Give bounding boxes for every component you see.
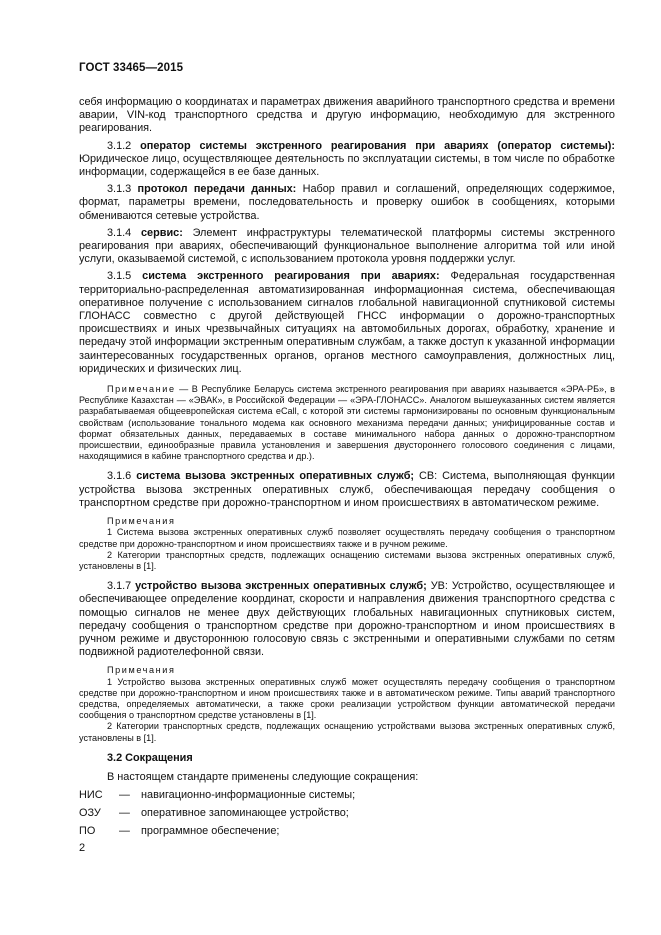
term-3-1-6 bbox=[79, 470, 615, 510]
abbreviation-term: ОЗУ bbox=[79, 807, 101, 820]
abbreviation-item bbox=[79, 806, 615, 820]
term-number: 3.1.3 bbox=[107, 183, 132, 196]
term-definition: УВ: Устройство, осуществляющее и обеспечивающее определение координат, скорости и направления движения транспортного средства с помощью сигналов не менее двух действующих глобальных навигационных спутниковых систем, передачу сообщения о транспортном средстве при дорожно-транспортном и ином происшествиях в ручном режиме и двустороннюю голосовую связь с экстренными и оперативными службами по сетям подвижной радиотелефонной связи. bbox=[79, 580, 615, 659]
notes-3-1-6-heading: Примечания bbox=[107, 516, 176, 527]
document-header: ГОСТ 33465—2015 bbox=[79, 62, 184, 74]
abbreviation-dash: — bbox=[119, 789, 130, 802]
abbreviation-item bbox=[79, 824, 615, 838]
abbreviation-dash: — bbox=[119, 825, 130, 838]
term-definition: Федеральная государственная территориально-распределенная автоматизированная информационная система, обеспечивающая оперативное получение с использованием сигналов глобальной навигационной спутниковой системы ГЛОНАСС совместно с другой действующей ГНСС информации о дорожно-транспортных происшествиях и иных чрезвычайных ситуациях на автомобильных дорогах, обработку, хранение и передачу этой информации экстренным оперативным службам, а также доступ к указанной информации заинтересованных государственных органов, органов местного самоуправления, должностных лиц, юридических и физических лиц. bbox=[79, 270, 615, 375]
term-number: 3.1.4 bbox=[107, 226, 132, 239]
term-3-1-7 bbox=[79, 580, 615, 659]
abbreviation-term: ПО bbox=[79, 825, 96, 838]
term-number: 3.1.7 bbox=[107, 580, 132, 593]
document-body bbox=[79, 96, 615, 838]
abbreviation-definition: оперативное запоминающее устройство; bbox=[141, 807, 349, 820]
section-3-2-intro: В настоящем стандарте применены следующие сокращения: bbox=[107, 770, 419, 783]
abbreviation-term: НИС bbox=[79, 789, 103, 802]
page-number: 2 bbox=[79, 842, 86, 854]
term-number: 3.1.6 bbox=[107, 470, 132, 483]
term-3-1-5 bbox=[79, 270, 615, 376]
term-name: устройство вызова экстренных оперативных служб; bbox=[135, 580, 427, 593]
term-definition: Элемент инфраструктуры телематической платформы системы экстренного реагирования при авариях, обеспечивающий функциональное выполнение алгоритма той или иной услуги, оказываемой системой, с использованием протокола уровня поддержки услуг. bbox=[79, 226, 615, 266]
abbreviation-definition: программное обеспечение; bbox=[141, 825, 280, 838]
term-3-1-4 bbox=[79, 227, 615, 267]
note-3-1-5 bbox=[79, 384, 615, 462]
term-definition: Юридическое лицо, осуществляющее деятельность по эксплуатации системы, в том числе по обработке информации, содержащейся в ее базе данных. bbox=[79, 152, 615, 179]
note-3-1-6-item-2: 2 Категории транспортных средств, подлежащих оснащению системами вызова экстренных оперативных служб, установлены в [1]. bbox=[79, 549, 615, 571]
note-3-1-7-item-2: 2 Категории транспортных средств, подлежащих оснащению устройствами вызова экстренных оперативных служб, установлены в [1]. bbox=[79, 721, 615, 743]
term-3-1-2 bbox=[79, 140, 615, 180]
term-name: система вызова экстренных оперативных служб; bbox=[136, 470, 415, 483]
term-3-1-3 bbox=[79, 183, 615, 223]
note-heading: Примечание bbox=[107, 384, 176, 395]
notes-3-1-7-heading: Примечания bbox=[107, 665, 176, 676]
term-number: 3.1.2 bbox=[107, 139, 132, 152]
term-name: система экстренного реагирования при авариях: bbox=[142, 270, 440, 283]
term-definition: Набор правил и соглашений, определяющих содержимое, формат, параметры времени, последовательность и проверку ошибок в сообщениях, которыми обмениваются сетевые устройства. bbox=[79, 183, 615, 222]
term-number: 3.1.5 bbox=[107, 270, 132, 283]
intro-paragraph: себя информацию о координатах и параметрах движения аварийного транспортного средства и времени аварии, VIN-код транспортного средства и другую информацию, необходимую для экстренного реагирования. bbox=[79, 96, 615, 135]
term-name: сервис: bbox=[140, 226, 183, 239]
abbreviation-dash: — bbox=[119, 807, 130, 820]
abbreviation-item bbox=[79, 788, 615, 802]
note-3-1-7-item-1: 1 Устройство вызова экстренных оперативных служб может осуществлять передачу сообщения о транспортном средстве при дорожно-транспортном и ином происшествиях также и в автоматическом режиме. Типы аварий транспортного средства, определяемых автоматически, а также сроки реализации устройством функции автоматической передачи сообщения о транспортном средстве установлены в [1]. bbox=[79, 676, 615, 721]
term-name: оператор системы экстренного реагирования при авариях (оператор системы): bbox=[140, 139, 616, 152]
abbreviation-definition: навигационно-информационные системы; bbox=[141, 789, 356, 802]
term-definition: СВ: Система, выполняющая функции устройства вызова экстренных оперативных служб, обеспечивающая передачу сообщения о транспортном средстве при дорожно-транспортном и ином происшествиях в автоматическом режиме. bbox=[79, 470, 616, 509]
section-3-2-title: 3.2 Сокращения bbox=[107, 751, 193, 764]
term-name: протокол передачи данных: bbox=[137, 183, 297, 196]
note-text: — В Республике Беларусь система экстренного реагирования при авариях называется «ЭРА-РБ», в Республике Казахстан — «ЭВАК», в Российской Федерации — «ЭРА-ГЛОНАСС». Аналогом вышеуказанных систем является разрабатываемая общеевропейская система eCall, с которой эти системы гармонизированы по основным функциональным свойствам (использование тонального модема как основного механизма передачи данных; унифицированные состав и формат обязательных данных, передаваемых в составе минимального набора данных о дорожно-транспортном происшествии, единообразные правила установления и завершения двустороннего голосового соединения с лицами, находящимися в кабине транспортного средства и др.). bbox=[79, 384, 615, 462]
note-3-1-6-item-1: 1 Система вызова экстренных оперативных служб позволяет осуществлять передачу сообщения о транспортном средстве при дорожно-транспортном и ином происшествиях также и в ручном режиме. bbox=[79, 527, 615, 549]
